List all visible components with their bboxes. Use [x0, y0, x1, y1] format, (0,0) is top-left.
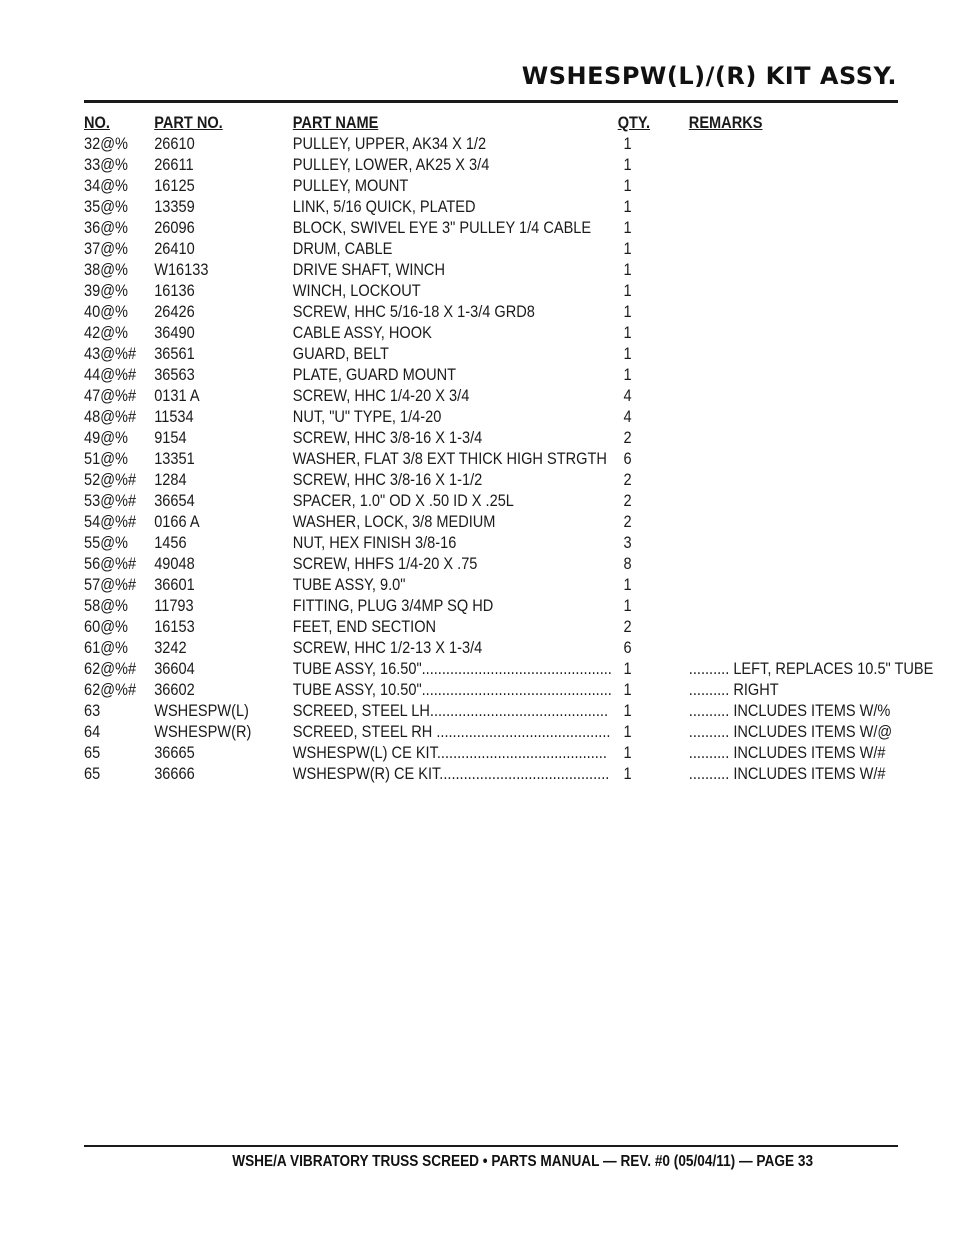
row-item-no: 43@%#	[84, 345, 137, 363]
header-remarks: REMARKS	[688, 114, 763, 132]
row-part-no: 36604	[154, 660, 195, 678]
row-item-no: 61@%	[84, 639, 128, 657]
row-remarks: .......... INCLUDES ITEMS W/@	[688, 723, 893, 741]
row-part-name: NUT, HEX FINISH 3/8-16	[292, 534, 457, 552]
table-row	[84, 407, 822, 428]
row-qty: 1	[623, 198, 632, 216]
row-qty: 2	[623, 429, 632, 447]
table-row	[84, 617, 822, 638]
row-item-no: 48@%#	[84, 408, 137, 426]
table-row	[84, 176, 822, 197]
row-item-no: 58@%	[84, 597, 128, 615]
row-qty: 1	[623, 723, 632, 741]
row-item-no: 65	[84, 765, 101, 783]
header-qty: QTY.	[617, 114, 651, 132]
row-qty: 2	[623, 618, 632, 636]
row-item-no: 65	[84, 744, 101, 762]
row-part-name: NUT, "U" TYPE, 1/4-20	[292, 408, 442, 426]
row-item-no: 37@%	[84, 240, 128, 258]
row-part-name: TUBE ASSY, 16.50"...............................................	[292, 660, 612, 678]
table-row	[84, 323, 822, 344]
row-part-no: 1456	[154, 534, 187, 552]
row-qty: 8	[623, 555, 632, 573]
row-qty: 1	[623, 366, 632, 384]
table-row	[84, 659, 934, 680]
row-item-no: 33@%	[84, 156, 128, 174]
row-qty: 2	[623, 471, 632, 489]
table-row	[84, 386, 822, 407]
row-item-no: 57@%#	[84, 576, 137, 594]
row-part-name: DRIVE SHAFT, WINCH	[292, 261, 445, 279]
table-row	[84, 281, 822, 302]
row-item-no: 42@%	[84, 324, 128, 342]
row-part-no: 36602	[154, 681, 195, 699]
row-qty: 1	[623, 135, 632, 153]
row-part-name: SCREW, HHFS 1/4-20 X .75	[292, 555, 478, 573]
table-row	[84, 533, 822, 554]
row-item-no: 62@%#	[84, 681, 137, 699]
table-row	[84, 491, 822, 512]
row-part-name: SPACER, 1.0" OD X .50 ID X .25L	[292, 492, 514, 510]
table-row	[84, 470, 822, 491]
row-part-no: 11793	[154, 597, 194, 615]
row-item-no: 54@%#	[84, 513, 137, 531]
title-divider	[84, 100, 898, 103]
row-part-name: SCREW, HHC 3/8-16 X 1-1/2	[292, 471, 483, 489]
table-row	[84, 449, 822, 470]
row-item-no: 60@%	[84, 618, 128, 636]
row-part-no: 49048	[154, 555, 195, 573]
row-qty: 1	[623, 681, 632, 699]
row-item-no: 63	[84, 702, 101, 720]
row-qty: 1	[623, 576, 632, 594]
row-item-no: 47@%#	[84, 387, 137, 405]
row-part-name: WASHER, FLAT 3/8 EXT THICK HIGH STRGTH	[292, 450, 607, 468]
row-part-no: 36490	[154, 324, 195, 342]
row-qty: 1	[623, 261, 632, 279]
row-qty: 1	[623, 156, 632, 174]
row-item-no: 40@%	[84, 303, 128, 321]
row-part-no: 26410	[154, 240, 195, 258]
row-part-name: LINK, 5/16 QUICK, PLATED	[292, 198, 476, 216]
row-qty: 1	[623, 597, 632, 615]
row-part-name: PLATE, GUARD MOUNT	[292, 366, 457, 384]
row-part-name: SCREW, HHC 1/4-20 X 3/4	[292, 387, 470, 405]
table-row	[84, 239, 822, 260]
row-part-no: 3242	[154, 639, 187, 657]
row-part-no: 36666	[154, 765, 195, 783]
row-part-name: SCREED, STEEL RH ...........................................	[292, 723, 611, 741]
table-row	[84, 260, 822, 281]
row-item-no: 36@%	[84, 219, 128, 237]
row-part-no: 36601	[154, 576, 195, 594]
row-part-name: WSHESPW(L) CE KIT..........................................	[292, 744, 607, 762]
row-part-name: SCREED, STEEL LH............................................	[292, 702, 608, 720]
table-row	[84, 512, 822, 533]
row-part-name: FEET, END SECTION	[292, 618, 437, 636]
row-part-no: WSHESPW(R)	[154, 723, 252, 741]
table-header-row	[84, 113, 822, 134]
row-item-no: 44@%#	[84, 366, 137, 384]
row-part-name: WSHESPW(R) CE KIT..........................................	[292, 765, 610, 783]
row-part-name: SCREW, HHC 5/16-18 X 1-3/4 GRD8	[292, 303, 535, 321]
row-part-no: 16153	[154, 618, 195, 636]
row-qty: 1	[623, 660, 632, 678]
header-no: NO.	[84, 114, 110, 132]
row-item-no: 56@%#	[84, 555, 137, 573]
row-qty: 6	[623, 450, 632, 468]
table-row	[84, 722, 893, 743]
row-part-no: 11534	[154, 408, 194, 426]
parts-table	[84, 113, 934, 785]
row-part-name: TUBE ASSY, 9.0"	[292, 576, 406, 594]
row-qty: 2	[623, 513, 632, 531]
row-part-no: 26610	[154, 135, 195, 153]
row-part-name: SCREW, HHC 1/2-13 X 1-3/4	[292, 639, 483, 657]
table-row	[84, 638, 822, 659]
table-row	[84, 701, 891, 722]
row-item-no: 34@%	[84, 177, 128, 195]
table-row	[84, 575, 822, 596]
row-part-name: PULLEY, LOWER, AK25 X 3/4	[292, 156, 490, 174]
row-qty: 6	[623, 639, 632, 657]
row-part-name: TUBE ASSY, 10.50"...............................................	[292, 681, 612, 699]
row-qty: 1	[623, 765, 632, 783]
row-item-no: 32@%	[84, 135, 128, 153]
row-part-no: 36665	[154, 744, 195, 762]
row-qty: 1	[623, 345, 632, 363]
table-row	[84, 554, 822, 575]
row-part-no: 0166 A	[154, 513, 200, 531]
row-item-no: 38@%	[84, 261, 128, 279]
row-item-no: 51@%	[84, 450, 128, 468]
row-item-no: 55@%	[84, 534, 128, 552]
row-qty: 1	[623, 219, 632, 237]
header-part-name: PART NAME	[292, 114, 379, 132]
row-qty: 1	[623, 240, 632, 258]
row-part-no: 16125	[154, 177, 195, 195]
row-qty: 3	[623, 534, 632, 552]
table-row	[84, 344, 822, 365]
row-item-no: 64	[84, 723, 101, 741]
row-item-no: 35@%	[84, 198, 128, 216]
table-row	[84, 155, 822, 176]
row-remarks: .......... RIGHT	[688, 681, 779, 699]
row-part-no: 13351	[154, 450, 195, 468]
header-part-no: PART NO.	[154, 114, 223, 132]
table-row	[84, 680, 822, 701]
row-item-no: 53@%#	[84, 492, 137, 510]
row-part-name: WINCH, LOCKOUT	[292, 282, 421, 300]
table-row	[84, 365, 822, 386]
table-row	[84, 764, 886, 785]
row-part-no: 13359	[154, 198, 195, 216]
table-row	[84, 197, 822, 218]
table-row	[84, 134, 822, 155]
row-part-name: WASHER, LOCK, 3/8 MEDIUM	[292, 513, 496, 531]
row-part-name: FITTING, PLUG 3/4MP SQ HD	[292, 597, 494, 615]
row-remarks: .......... INCLUDES ITEMS W/%	[688, 702, 891, 720]
row-part-name: GUARD, BELT	[292, 345, 389, 363]
table-row	[84, 428, 822, 449]
table-row	[84, 596, 822, 617]
table-row	[84, 218, 822, 239]
row-item-no: 52@%#	[84, 471, 137, 489]
row-part-no: 16136	[154, 282, 195, 300]
row-part-no: 26611	[154, 156, 194, 174]
row-part-no: 26096	[154, 219, 195, 237]
row-part-name: DRUM, CABLE	[292, 240, 393, 258]
row-qty: 1	[623, 702, 632, 720]
page-footer: WSHE/A VIBRATORY TRUSS SCREED • PARTS MANUAL — REV. #0 (05/04/11) — PAGE 33	[232, 1153, 813, 1170]
row-remarks: .......... LEFT, REPLACES 10.5" TUBE	[688, 660, 934, 678]
row-part-no: WSHESPW(L)	[154, 702, 249, 720]
row-part-no: 1284	[154, 471, 187, 489]
row-remarks: .......... INCLUDES ITEMS W/#	[688, 744, 886, 762]
row-item-no: 39@%	[84, 282, 128, 300]
row-qty: 4	[623, 408, 632, 426]
row-qty: 1	[623, 282, 632, 300]
page-title: WSHESPW(L)/(R) KIT ASSY.	[521, 62, 897, 90]
row-part-no: 36563	[154, 366, 195, 384]
row-qty: 4	[623, 387, 632, 405]
row-part-no: 36561	[154, 345, 195, 363]
footer-divider	[84, 1145, 898, 1147]
row-part-no: 0131 A	[154, 387, 200, 405]
row-part-name: PULLEY, MOUNT	[292, 177, 409, 195]
row-part-no: 26426	[154, 303, 195, 321]
row-item-no: 62@%#	[84, 660, 137, 678]
row-part-name: SCREW, HHC 3/8-16 X 1-3/4	[292, 429, 483, 447]
row-item-no: 49@%	[84, 429, 128, 447]
row-part-name: CABLE ASSY, HOOK	[292, 324, 432, 342]
table-row	[84, 302, 822, 323]
row-part-name: PULLEY, UPPER, AK34 X 1/2	[292, 135, 487, 153]
row-part-name: BLOCK, SWIVEL EYE 3" PULLEY 1/4 CABLE	[292, 219, 592, 237]
row-qty: 1	[623, 324, 632, 342]
row-qty: 1	[623, 303, 632, 321]
row-qty: 2	[623, 492, 632, 510]
row-part-no: 9154	[154, 429, 187, 447]
table-row	[84, 743, 886, 764]
row-qty: 1	[623, 744, 632, 762]
row-qty: 1	[623, 177, 632, 195]
row-part-no: 36654	[154, 492, 195, 510]
row-remarks: .......... INCLUDES ITEMS W/#	[688, 765, 886, 783]
table-body	[84, 134, 934, 785]
row-part-no: W16133	[154, 261, 209, 279]
